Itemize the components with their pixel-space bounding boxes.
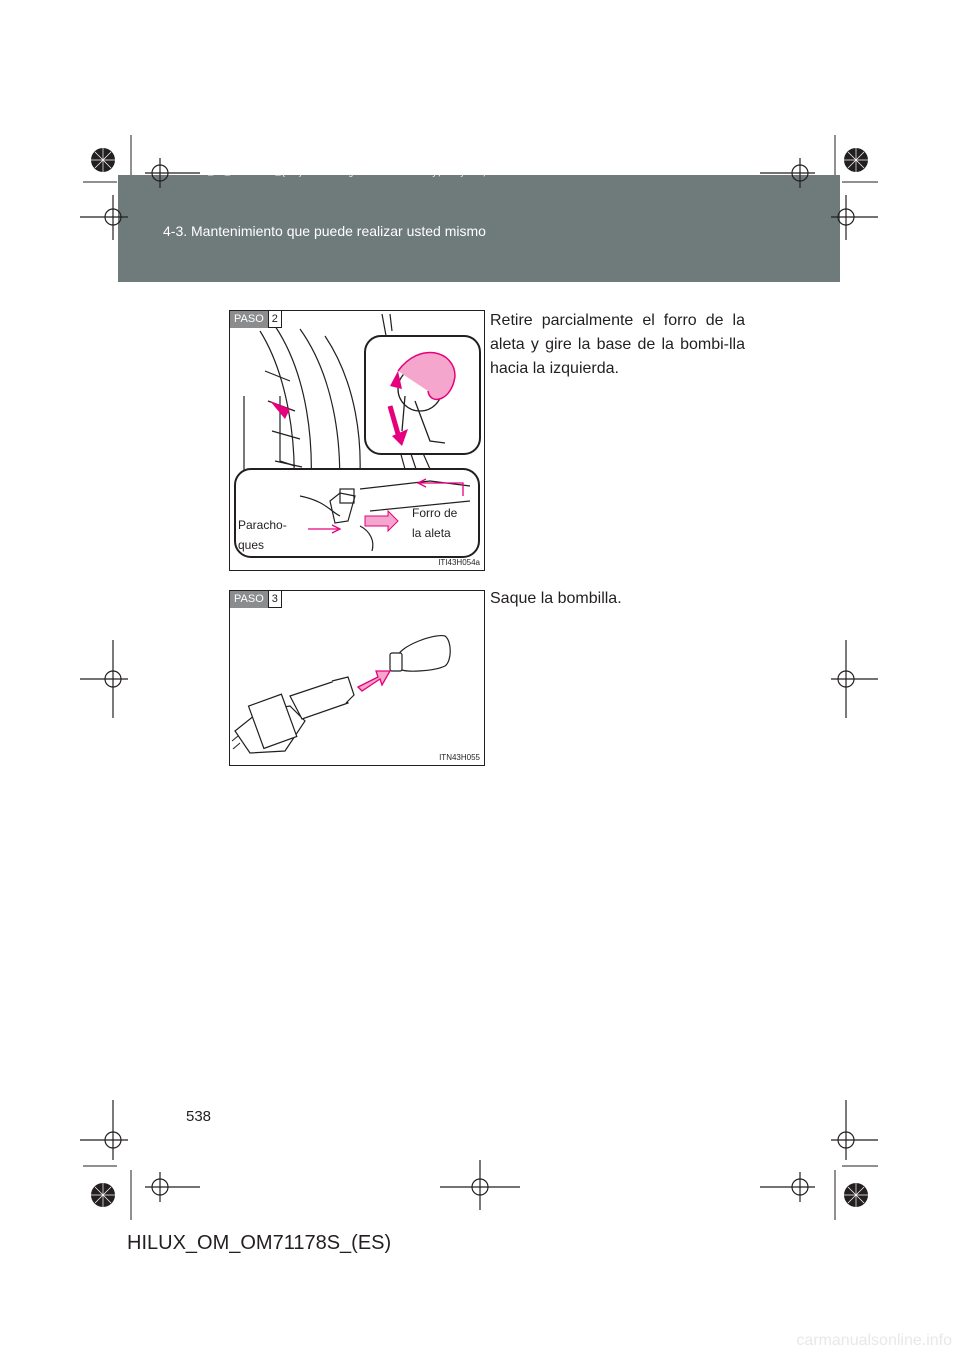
step-2-badge — [230, 311, 282, 328]
fender-liner-label: Forro de la aleta — [412, 506, 458, 540]
page-number: 538 — [186, 1108, 212, 1125]
step-3-illustration — [229, 590, 485, 766]
bulb-extraction-drawing — [230, 591, 484, 765]
figure-code: ITI43H054a — [438, 558, 480, 567]
document-code: HILUX_OM_OM71178S_(ES) — [127, 1232, 392, 1254]
book-stamp: HILUX_OM_OM71178S_(ES).book Page 538 Wednesday, May 16, 2012 3:09 PM — [180, 168, 561, 178]
step-3-instruction: Saque la bombilla. — [490, 590, 622, 607]
step-2-instruction: Retire parcialmente el forro de la aleta y gire la base de la bombi-lla hacia la izquierda. — [490, 312, 745, 377]
paso-label: PASO — [230, 311, 268, 328]
step-2-illustration — [229, 310, 485, 571]
paso-number: 3 — [268, 591, 282, 608]
step-3-badge — [230, 591, 282, 608]
paso-number: 2 — [268, 311, 282, 328]
site-watermark: carmanualsonline.info — [796, 1332, 952, 1349]
paso-label: PASO — [230, 591, 268, 608]
section-title: 4-3. Mantenimiento que puede realizar usted mismo — [163, 223, 486, 239]
bumper-label: Paracho- ques — [238, 518, 287, 552]
figure-code: ITN43H055 — [439, 753, 480, 762]
